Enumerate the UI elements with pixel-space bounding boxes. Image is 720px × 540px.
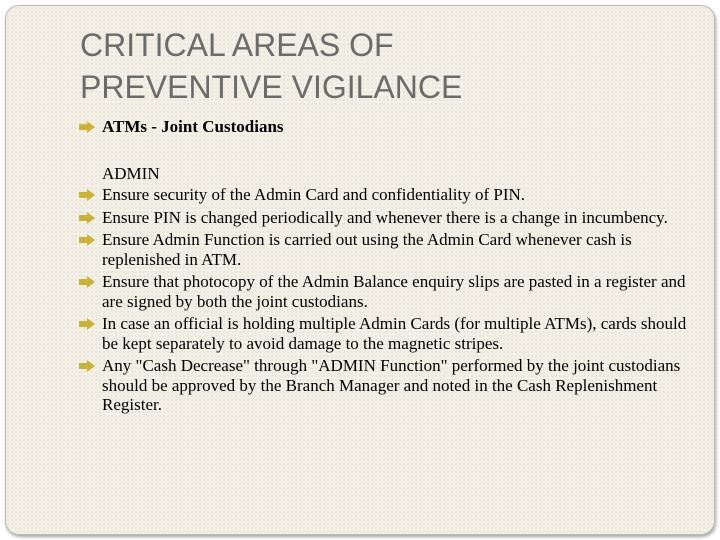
slide-title	[80, 24, 680, 108]
arrow-bullet-icon	[78, 121, 96, 133]
list-item	[74, 272, 694, 311]
intro-text: ATMs - Joint Custodians	[102, 117, 284, 136]
title-line-2: PREVENTIVE VIGILANCE	[80, 69, 463, 105]
list-item	[74, 208, 694, 228]
admin-subheading: ADMIN	[102, 163, 160, 183]
bullet-text: Ensure PIN is changed periodically and whenever there is a change in incumbency.	[102, 207, 668, 227]
title-line-1: CRITICAL AREAS OF	[80, 27, 394, 63]
arrow-bullet-icon	[78, 234, 96, 246]
arrow-bullet-icon	[78, 212, 96, 224]
bullet-text: In case an official is holding multiple Admin Cards (for multiple ATMs), cards should be kept separately to avoid damage to the magnetic stripes.	[102, 314, 687, 353]
bullet-text: Ensure Admin Function is carried out using the Admin Card whenever cash is replenished in ATM.	[102, 230, 632, 269]
intro-bullet	[74, 117, 694, 137]
slide-body	[74, 117, 694, 415]
list-item	[74, 314, 694, 353]
list-item	[74, 230, 694, 269]
arrow-bullet-icon	[78, 276, 96, 288]
list-item	[74, 356, 694, 415]
list-item	[74, 185, 694, 205]
bullet-text: Any "Cash Decrease" through "ADMIN Function" performed by the joint custodians should be approved by the Branch Manager and noted in the Cash Replenishment Register.	[102, 356, 681, 414]
arrow-bullet-icon	[78, 189, 96, 201]
arrow-bullet-icon	[78, 318, 96, 330]
bullet-text: Ensure that photocopy of the Admin Balance enquiry slips are pasted in a register and are signed by both the joint custodians.	[102, 272, 686, 311]
arrow-bullet-icon	[78, 360, 96, 372]
bullet-text: Ensure security of the Admin Card and confidentiality of PIN.	[102, 185, 526, 204]
slide-frame	[5, 5, 715, 535]
